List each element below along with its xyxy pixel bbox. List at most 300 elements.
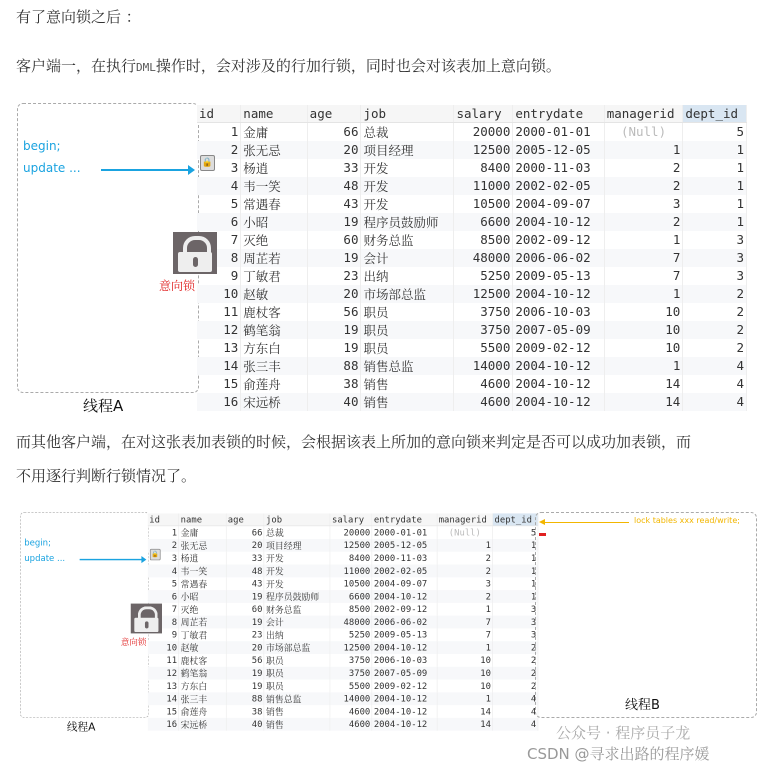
column-header-managerid[interactable]: managerid — [604, 105, 683, 122]
column-header-entrydate[interactable]: entrydate — [513, 105, 604, 122]
intention-lock-label: 意向锁 — [120, 636, 147, 647]
table-row[interactable] — [148, 539, 538, 552]
cell-salary: 10500 — [330, 577, 372, 590]
cell-id: 2 — [148, 539, 179, 552]
cell-entrydate: 2006-10-03 — [513, 303, 604, 321]
cell-salary: 5500 — [330, 679, 372, 692]
column-header-job[interactable]: job — [361, 105, 454, 122]
cell-age: 38 — [307, 375, 361, 393]
cell-age: 19 — [226, 666, 264, 679]
cell-salary: 48000 — [454, 249, 513, 267]
cell-job: 职员 — [264, 654, 330, 667]
cell-managerid: 7 — [437, 628, 493, 641]
cell-salary: 12500 — [454, 141, 513, 159]
cell-job: 开发 — [361, 159, 454, 177]
table-row[interactable] — [148, 666, 538, 679]
cell-dept_id: 3 — [493, 628, 538, 641]
cell-job: 职员 — [264, 679, 330, 692]
column-header-entrydate[interactable]: entrydate — [372, 513, 437, 525]
cell-managerid: (Null) — [437, 526, 493, 539]
cell-salary: 3750 — [330, 666, 372, 679]
cell-dept_id: 2 — [493, 666, 538, 679]
cell-entrydate: 2004-10-12 — [372, 718, 437, 731]
column-header-id[interactable]: id — [148, 513, 179, 525]
cell-name: 赵敏 — [241, 285, 307, 303]
cell-salary: 14000 — [330, 692, 372, 705]
cell-managerid: 2 — [604, 213, 683, 231]
cell-entrydate: 2004-09-07 — [372, 577, 437, 590]
cell-id: 4 — [197, 177, 241, 195]
intention-lock-label: 意向锁 — [159, 279, 196, 293]
cell-name: 鹤笔翁 — [241, 321, 307, 339]
cell-salary: 6600 — [330, 590, 372, 603]
cell-salary: 11000 — [454, 177, 513, 195]
cell-age: 23 — [307, 267, 361, 285]
cell-job: 职员 — [361, 303, 454, 321]
thread-b-box — [535, 512, 757, 718]
cell-job: 项目经理 — [361, 141, 454, 159]
cell-age: 60 — [307, 231, 361, 249]
cell-entrydate: 2005-12-05 — [513, 141, 604, 159]
cell-dept_id: 4 — [683, 393, 747, 411]
cell-job: 开发 — [264, 564, 330, 577]
cell-managerid: 14 — [604, 375, 683, 393]
code-dml: DML — [136, 61, 156, 74]
arrow-icon — [541, 522, 629, 523]
cell-job: 总裁 — [264, 526, 330, 539]
cell-salary: 20000 — [454, 122, 513, 141]
cell-age: 23 — [226, 628, 264, 641]
table-row[interactable] — [197, 213, 747, 231]
table-row[interactable] — [148, 615, 538, 628]
cell-name: 鹤笔翁 — [179, 666, 226, 679]
cell-salary: 11000 — [330, 564, 372, 577]
cell-age: 40 — [307, 393, 361, 411]
cell-job: 开发 — [361, 195, 454, 213]
row-lock-icon: 🔒 — [150, 549, 161, 560]
cell-name: 鹿杖客 — [241, 303, 307, 321]
cell-salary: 4600 — [330, 705, 372, 718]
cell-dept_id: 3 — [683, 249, 747, 267]
cell-entrydate: 2002-02-05 — [372, 564, 437, 577]
cell-job: 销售总监 — [361, 357, 454, 375]
thread-b-command: lock tables xxx read/write; — [634, 516, 740, 525]
cell-managerid: 1 — [437, 692, 493, 705]
cell-entrydate: 2004-10-12 — [513, 393, 604, 411]
cell-job: 职员 — [264, 666, 330, 679]
text: 操作时，会对涉及的行加行锁，同时也会对该表加上意向锁。 — [155, 57, 561, 75]
cell-managerid: 1 — [604, 357, 683, 375]
cell-entrydate: 2004-10-12 — [513, 285, 604, 303]
column-header-salary[interactable]: salary — [454, 105, 513, 122]
cell-managerid: 10 — [437, 666, 493, 679]
cell-managerid: 10 — [437, 654, 493, 667]
cell-entrydate: 2006-10-03 — [372, 654, 437, 667]
cell-salary: 4600 — [454, 393, 513, 411]
cell-name: 赵敏 — [179, 641, 226, 654]
table-row[interactable] — [148, 551, 538, 564]
intention-lock-icon — [173, 232, 217, 274]
cell-dept_id: 4 — [493, 718, 538, 731]
cell-entrydate: 2006-06-02 — [372, 615, 437, 628]
begin-statement: begin; — [24, 537, 51, 548]
cell-job: 出纳 — [264, 628, 330, 641]
cell-age: 19 — [307, 249, 361, 267]
cell-name: 张无忌 — [241, 141, 307, 159]
cell-id: 7 — [148, 603, 179, 616]
cell-entrydate: 2002-09-12 — [372, 603, 437, 616]
cell-managerid: 3 — [437, 577, 493, 590]
cell-id: 1 — [197, 122, 241, 141]
thread-b-label: 线程B — [625, 698, 660, 713]
cell-id: 5 — [197, 195, 241, 213]
cell-age: 19 — [307, 321, 361, 339]
update-statement: update ... — [24, 553, 66, 564]
table-row[interactable] — [197, 357, 747, 375]
cell-name: 方东白 — [179, 679, 226, 692]
table-row[interactable] — [197, 303, 747, 321]
row-lock-icon: 🔒 — [200, 155, 215, 171]
table-row[interactable] — [197, 195, 747, 213]
column-header-salary[interactable]: salary — [330, 513, 372, 525]
text: 客户端一，在执行 — [16, 57, 137, 75]
cell-id: 2 — [197, 141, 241, 159]
cell-id: 6 — [197, 213, 241, 231]
cell-dept_id: 5 — [493, 526, 538, 539]
cell-name: 张三丰 — [241, 357, 307, 375]
cell-dept_id: 2 — [493, 654, 538, 667]
cell-id: 3 — [197, 159, 241, 177]
cell-managerid: 10 — [604, 321, 683, 339]
cell-id: 6 — [148, 590, 179, 603]
table-row[interactable] — [148, 603, 538, 616]
table-row[interactable] — [148, 654, 538, 667]
cell-salary: 12500 — [330, 539, 372, 552]
cell-age: 66 — [226, 526, 264, 539]
cell-age: 33 — [307, 159, 361, 177]
cell-entrydate: 2004-09-07 — [513, 195, 604, 213]
cell-managerid: 10 — [604, 339, 683, 357]
cell-name: 灭绝 — [179, 603, 226, 616]
cell-name: 俞莲舟 — [241, 375, 307, 393]
begin-statement: begin; — [23, 139, 61, 153]
cell-salary: 8400 — [330, 551, 372, 564]
cell-job: 销售 — [264, 718, 330, 731]
cell-managerid: 14 — [604, 393, 683, 411]
table-row[interactable] — [148, 564, 538, 577]
cell-entrydate: 2004-10-12 — [513, 375, 604, 393]
cell-age: 56 — [307, 303, 361, 321]
cell-managerid: 2 — [604, 159, 683, 177]
table-row[interactable] — [148, 718, 538, 731]
cell-dept_id: 2 — [493, 641, 538, 654]
cell-age: 88 — [226, 692, 264, 705]
cell-salary: 8500 — [454, 231, 513, 249]
cell-name: 韦一笑 — [179, 564, 226, 577]
cell-name: 俞莲舟 — [179, 705, 226, 718]
cell-name: 宋远桥 — [179, 718, 226, 731]
cell-id: 12 — [148, 666, 179, 679]
cell-salary: 3750 — [454, 303, 513, 321]
employee-table — [148, 513, 539, 730]
column-header-name[interactable]: name — [241, 105, 307, 122]
cell-job: 开发 — [264, 551, 330, 564]
cell-name: 周芷若 — [241, 249, 307, 267]
cell-dept_id: 1 — [493, 539, 538, 552]
cell-managerid: 14 — [437, 718, 493, 731]
watermark-csdn: CSDN @寻求出路的程序媛 — [527, 745, 710, 763]
table-row[interactable] — [148, 590, 538, 603]
cell-salary: 48000 — [330, 615, 372, 628]
cell-managerid: 1 — [604, 285, 683, 303]
cell-dept_id: 2 — [683, 285, 747, 303]
paragraph-2-line-1: 而其他客户端，在对这张表加表锁的时候，会根据该表上所加的意向锁来判定是否可以成功加表锁，而 — [16, 433, 692, 451]
cell-age: 19 — [226, 590, 264, 603]
cell-age: 43 — [226, 577, 264, 590]
cell-salary: 3750 — [330, 654, 372, 667]
cell-id: 9 — [197, 267, 241, 285]
cell-managerid: 1 — [604, 231, 683, 249]
cell-age: 60 — [226, 603, 264, 616]
cell-dept_id: 5 — [683, 122, 747, 141]
cell-age: 20 — [226, 641, 264, 654]
cell-name: 常遇春 — [179, 577, 226, 590]
cell-name: 张无忌 — [179, 539, 226, 552]
cell-name: 韦一笑 — [241, 177, 307, 195]
cell-salary: 14000 — [454, 357, 513, 375]
cell-managerid: 1 — [604, 141, 683, 159]
cell-name: 灭绝 — [241, 231, 307, 249]
cell-age: 33 — [226, 551, 264, 564]
cell-name: 丁敏君 — [241, 267, 307, 285]
cell-job: 销售 — [361, 375, 454, 393]
cell-id: 1 — [148, 526, 179, 539]
cell-id: 14 — [148, 692, 179, 705]
cell-entrydate: 2000-01-01 — [513, 122, 604, 141]
update-statement: update ... — [23, 161, 81, 175]
cell-entrydate: 2009-02-12 — [513, 339, 604, 357]
cell-entrydate: 2007-05-09 — [372, 666, 437, 679]
cell-age: 88 — [307, 357, 361, 375]
cell-job: 出纳 — [361, 267, 454, 285]
column-header-id[interactable]: id — [197, 105, 241, 122]
cell-salary: 8500 — [330, 603, 372, 616]
cell-job: 销售 — [361, 393, 454, 411]
cell-job: 销售总监 — [264, 692, 330, 705]
cell-managerid: 10 — [604, 303, 683, 321]
table-row[interactable] — [148, 692, 538, 705]
cell-job: 项目经理 — [264, 539, 330, 552]
table-row[interactable] — [148, 705, 538, 718]
cell-job: 市场部总监 — [264, 641, 330, 654]
cell-dept_id: 1 — [683, 177, 747, 195]
cell-salary: 4600 — [330, 718, 372, 731]
cell-age: 20 — [307, 141, 361, 159]
cell-id: 10 — [197, 285, 241, 303]
cell-age: 66 — [307, 122, 361, 141]
cell-entrydate: 2009-02-12 — [372, 679, 437, 692]
cell-name: 小昭 — [241, 213, 307, 231]
cell-managerid: 2 — [604, 177, 683, 195]
column-header-name[interactable]: name — [179, 513, 226, 525]
cell-name: 杨逍 — [241, 159, 307, 177]
cell-managerid: 2 — [437, 564, 493, 577]
cell-entrydate: 2009-05-13 — [513, 267, 604, 285]
cell-managerid: 10 — [437, 679, 493, 692]
paragraph-1 — [16, 55, 561, 76]
cell-name: 宋远桥 — [241, 393, 307, 411]
cell-managerid: (Null) — [604, 122, 683, 141]
cell-entrydate: 2006-06-02 — [513, 249, 604, 267]
cell-entrydate: 2004-10-12 — [372, 590, 437, 603]
table-row[interactable] — [197, 177, 747, 195]
cell-age: 40 — [226, 718, 264, 731]
cell-id: 15 — [148, 705, 179, 718]
figure-thread-a-b — [20, 512, 538, 739]
cell-salary: 4600 — [454, 375, 513, 393]
cell-job: 总裁 — [361, 122, 454, 141]
cell-id: 16 — [197, 393, 241, 411]
intention-lock-icon — [131, 604, 162, 634]
cell-dept_id: 1 — [683, 159, 747, 177]
cell-age: 56 — [226, 654, 264, 667]
cell-name: 杨逍 — [179, 551, 226, 564]
cell-name: 金庸 — [241, 122, 307, 141]
cell-salary: 10500 — [454, 195, 513, 213]
cell-job: 市场部总监 — [361, 285, 454, 303]
cell-dept_id: 1 — [493, 590, 538, 603]
cell-dept_id: 3 — [493, 615, 538, 628]
cell-managerid: 7 — [437, 615, 493, 628]
cell-dept_id: 1 — [493, 577, 538, 590]
cell-managerid: 7 — [604, 267, 683, 285]
red-mark — [539, 533, 546, 536]
figure-thread-a — [17, 103, 747, 423]
cell-dept_id: 4 — [493, 692, 538, 705]
table-row[interactable] — [197, 393, 747, 411]
table-row[interactable] — [197, 267, 747, 285]
table-row[interactable] — [148, 641, 538, 654]
cell-name: 张三丰 — [179, 692, 226, 705]
cell-age: 38 — [226, 705, 264, 718]
table-row[interactable] — [197, 285, 747, 303]
cell-entrydate: 2000-01-01 — [372, 526, 437, 539]
cell-name: 常遇春 — [241, 195, 307, 213]
cell-id: 11 — [197, 303, 241, 321]
cell-salary: 5500 — [454, 339, 513, 357]
cell-entrydate: 2004-10-12 — [372, 692, 437, 705]
column-header-managerid[interactable]: managerid — [437, 513, 493, 525]
cell-id: 7 — [197, 231, 241, 249]
table-row[interactable] — [197, 141, 747, 159]
cell-managerid: 7 — [604, 249, 683, 267]
cell-dept_id: 3 — [683, 267, 747, 285]
table-row[interactable] — [197, 249, 747, 267]
cell-id: 14 — [197, 357, 241, 375]
cell-dept_id: 2 — [683, 339, 747, 357]
cell-name: 小昭 — [179, 590, 226, 603]
cell-entrydate: 2000-11-03 — [513, 159, 604, 177]
cell-age: 19 — [307, 213, 361, 231]
cell-salary: 20000 — [330, 526, 372, 539]
thread-a-label: 线程A — [83, 397, 124, 415]
cell-name: 周芷若 — [179, 615, 226, 628]
cell-name: 鹿杖客 — [179, 654, 226, 667]
cell-age: 20 — [226, 539, 264, 552]
cell-id: 9 — [148, 628, 179, 641]
cell-managerid: 1 — [437, 539, 493, 552]
column-header-dept_id[interactable]: dept_id — [683, 105, 747, 122]
table-row[interactable] — [197, 159, 747, 177]
cell-dept_id: 2 — [683, 303, 747, 321]
cell-job: 会计 — [264, 615, 330, 628]
cell-entrydate: 2004-10-12 — [513, 357, 604, 375]
column-header-job[interactable]: job — [264, 513, 330, 525]
cell-id: 12 — [197, 321, 241, 339]
cell-entrydate: 2004-10-12 — [513, 213, 604, 231]
cell-entrydate: 2007-05-09 — [513, 321, 604, 339]
table-row[interactable] — [148, 526, 538, 539]
arrow-icon — [101, 169, 193, 171]
cell-age: 48 — [307, 177, 361, 195]
cell-dept_id: 4 — [683, 375, 747, 393]
cell-id: 13 — [148, 679, 179, 692]
column-header-age[interactable]: age — [307, 105, 361, 122]
table-row[interactable] — [197, 375, 747, 393]
cell-id: 4 — [148, 564, 179, 577]
cell-dept_id: 2 — [683, 321, 747, 339]
cell-job: 职员 — [361, 339, 454, 357]
cell-salary: 12500 — [330, 641, 372, 654]
column-header-age[interactable]: age — [226, 513, 264, 525]
cell-dept_id: 1 — [493, 564, 538, 577]
cell-dept_id: 3 — [683, 231, 747, 249]
table-row[interactable] — [148, 577, 538, 590]
table-row[interactable] — [197, 321, 747, 339]
heading: 有了意向锁之后 ： — [16, 8, 141, 26]
cell-name: 方东白 — [241, 339, 307, 357]
paragraph-2-line-2: 不用逐行判断行锁情况了。 — [16, 467, 197, 485]
cell-managerid: 3 — [604, 195, 683, 213]
cell-job: 销售 — [264, 705, 330, 718]
cell-managerid: 2 — [437, 551, 493, 564]
table-row[interactable] — [197, 122, 747, 141]
cell-dept_id: 4 — [683, 357, 747, 375]
cell-salary: 5250 — [454, 267, 513, 285]
cell-salary: 5250 — [330, 628, 372, 641]
table-row[interactable] — [197, 339, 747, 357]
cell-dept_id: 1 — [683, 141, 747, 159]
cell-id: 13 — [197, 339, 241, 357]
cell-name: 金庸 — [179, 526, 226, 539]
employee-table — [197, 105, 747, 411]
cell-age: 19 — [307, 339, 361, 357]
cell-job: 开发 — [361, 177, 454, 195]
cell-managerid: 1 — [437, 641, 493, 654]
cell-entrydate: 2002-09-12 — [513, 231, 604, 249]
table-row[interactable] — [197, 231, 747, 249]
cell-id: 10 — [148, 641, 179, 654]
cell-managerid: 1 — [437, 603, 493, 616]
cell-dept_id: 1 — [683, 213, 747, 231]
cell-id: 15 — [197, 375, 241, 393]
cell-name: 丁敏君 — [179, 628, 226, 641]
column-header-dept_id[interactable]: dept_id — [493, 513, 538, 525]
cell-age: 19 — [226, 679, 264, 692]
cell-entrydate: 2000-11-03 — [372, 551, 437, 564]
table-row[interactable] — [148, 679, 538, 692]
table-row[interactable] — [148, 628, 538, 641]
